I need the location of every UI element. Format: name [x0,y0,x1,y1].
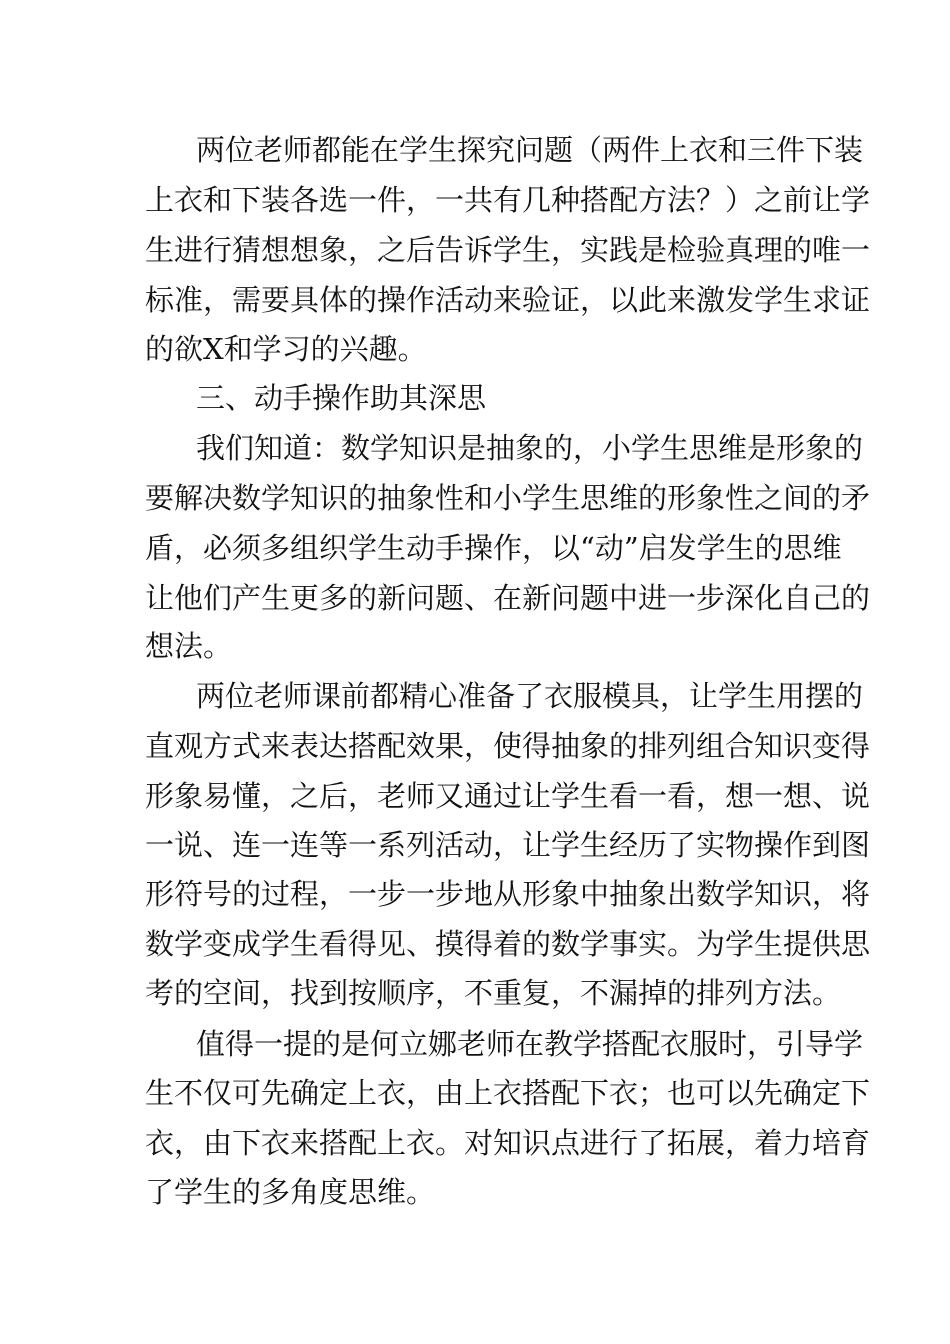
paragraph-4-line-3: 衣，由下衣来搭配上衣。对知识点进行了拓展，着力培育 [145,1126,871,1160]
paragraph-3-line-5: 形符号的过程，一步一步地从形象中抽象出数学知识，将 [145,877,871,911]
section-heading: 三、动手操作助其深思 [196,381,487,415]
paragraph-3-line-2: 直观方式来表达搭配效果，使得抽象的排列组合知识变得 [145,729,871,763]
paragraph-2-line-1: 我们知道：数学知识是抽象的，小学生思维是形象的 [196,431,864,465]
paragraph-3-line-7: 考的空间，找到按顺序，不重复，不漏掉的排列方法。 [145,976,842,1010]
paragraph-2-line-4: 让他们产生更多的新问题、在新问题中进一步深化自己的 [145,581,871,615]
paragraph-3-line-6: 数学变成学生看得见、摸得着的数学事实。为学生提供思 [145,927,871,961]
paragraph-1-line-3: 生进行猜想想象，之后告诉学生，实践是检验真理的唯一 [145,233,871,267]
paragraph-1-line-2: 上衣和下装各选一件，一共有几种搭配方法？）之前让学 [145,183,871,217]
paragraph-3-line-1: 两位老师课前都精心准备了衣服模具，让学生用摆的 [196,679,864,713]
paragraph-4-line-1: 值得一提的是何立娜老师在教学搭配衣服时，引导学 [196,1027,864,1061]
paragraph-2-line-3: 盾，必须多组织学生动手操作，以“动”启发学生的思维 [145,531,842,565]
paragraph-2-line-2: 要解决数学知识的抽象性和小学生思维的形象性之间的矛 [145,481,871,515]
paragraph-3-line-4: 一说、连一连等一系列活动，让学生经历了实物操作到图 [145,828,871,862]
paragraph-3-line-3: 形象易懂，之后，老师又通过让学生看一看，想一想、说 [145,779,871,813]
paragraph-1-line-1: 两位老师都能在学生探究问题（两件上衣和三件下装 [196,133,864,167]
paragraph-4-line-4: 了学生的多角度思维。 [145,1175,436,1209]
paragraph-1-line-5: 的欲X和学习的兴趣。 [145,332,427,366]
paragraph-2-line-5: 想法。 [145,629,233,663]
paragraph-1-line-4: 标准，需要具体的操作活动来验证，以此来激发学生求证 [145,283,871,317]
paragraph-4-line-2: 生不仅可先确定上衣，由上衣搭配下衣；也可以先确定下 [145,1076,871,1110]
